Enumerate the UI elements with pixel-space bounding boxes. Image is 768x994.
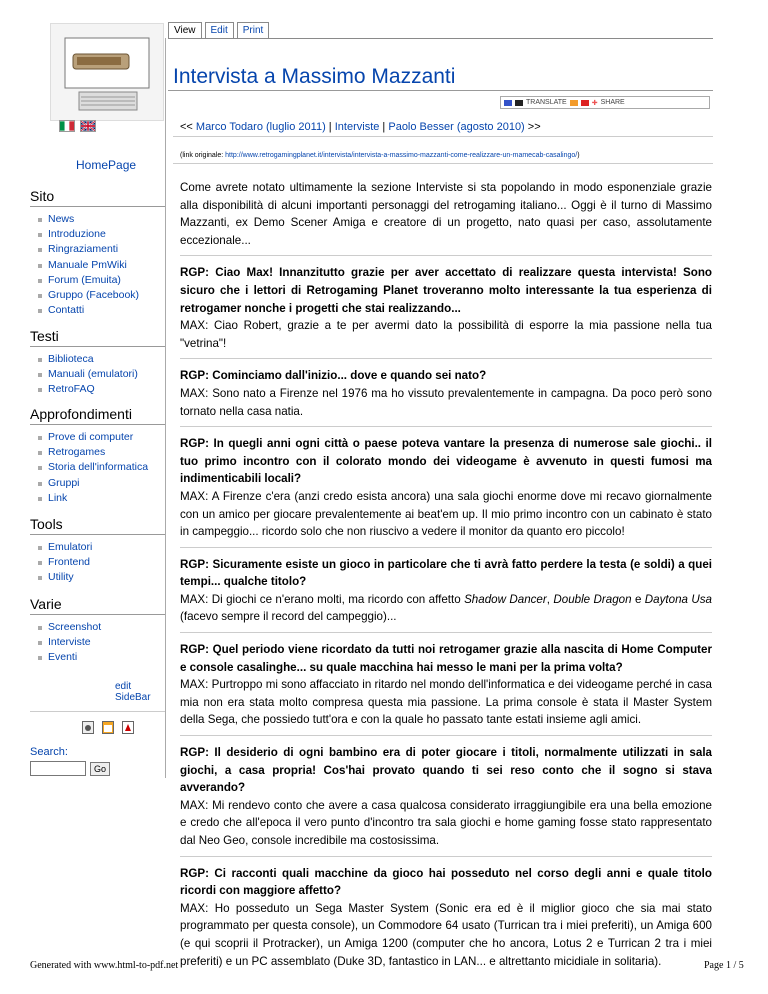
language-flags [59,120,96,132]
page-title: Intervista a Massimo Mazzanti [173,65,456,88]
pdf-icon[interactable] [122,721,134,734]
sidebar-item-eventi[interactable]: Eventi [48,651,78,664]
divider [180,547,712,548]
search-box [30,746,110,776]
sidebar-item-manuale[interactable]: Manuale PmWiki [48,258,127,271]
sidebar-item-link[interactable]: Link [48,491,68,504]
section-title: Varie [30,596,165,615]
next-interview-link[interactable]: Paolo Besser (agosto 2010) [388,121,525,133]
question: RGP: Cominciamo dall'inizio... dove e quando sei nato? [180,369,487,383]
tabs-divider [168,38,713,39]
sidebar-item-emulatori[interactable]: Emulatori [48,541,93,553]
sidebar-section-sito [30,188,165,318]
sidebar-section-varie [30,596,165,666]
answer: MAX: Purtroppo mi sono affacciato in ritardo nel mondo dell'informatica e dei videogame perché in casa mia non era stata molto compresa questa mia passione. La prima console è stata il Master System della Sega, che possiedo tutt'ora e con la quale ho passato tante estati insieme agli amici. [180,678,712,727]
share-label[interactable]: SHARE [600,99,625,106]
sidebar-item-introduzione[interactable]: Introduzione [48,228,106,241]
question: RGP: Ciao Max! Innanzitutto grazie per aver accettato di realizzare questa intervista! Sono sicuro che i lettori di Retrogaming Planet troveranno molto interessante la tua esperienza di retrogamer nonche i progetti che stai realizzando... [180,266,712,315]
action-tabs [168,22,269,38]
tab-view[interactable]: View [168,22,202,38]
intro-paragraph: Come avrete notato ultimamente la sezione Interviste si sta popolando in modo esponenziale grazie alla disponibilità di alcuni importanti personaggi del retrogaming italiano... Oggi è il turno di Massimo Mazzanti, ex Demo Scener Amiga e creatore di un progetto, nato quasi per caso, assolutamente eccezionale... [180,181,712,247]
question: RGP: Sicuramente esiste un gioco in particolare che ti avrà fatto perdere la testa (e soldi) a quei tempi... qualche titolo? [180,557,712,589]
rss-icon[interactable] [82,721,94,734]
original-link-note: (link originale: http://www.retrogamingplanet.it/intervista/intervista-a-massimo-mazzanti-come-realizzare-un-mamecab-casalingo/) [180,152,580,159]
sidebar-divider [165,38,166,778]
tab-print[interactable]: Print [237,22,270,38]
article-body [180,179,712,970]
sidebar-item-retrofaq[interactable]: RetroFAQ [48,383,95,396]
search-label[interactable]: Search: [30,746,68,758]
sidebar-item-retrogames[interactable]: Retrogames [48,446,106,459]
homepage-link[interactable]: HomePage [76,158,137,172]
original-link[interactable]: http://www.retrogamingplanet.it/intervista/intervista-a-massimo-mazzanti-come-realizzare-un-mamecab-casalingo/ [225,152,578,159]
prev-interview-link[interactable]: Marco Todaro (luglio 2011) [195,121,326,133]
sidebar-item-screenshot[interactable]: Screenshot [48,621,102,633]
question: RGP: Il desiderio di ogni bambino era di poter giocare i titoli, normalmente utilizzati in sala giochi, a casa propria! Cos'hai provato quando ti sei reso conto che il sogno si stava avverando? [180,746,712,795]
sidebar-item-prove[interactable]: Prove di computer [48,431,134,443]
nav-divider [173,163,713,164]
question: RGP: In quegli anni ogni città o paese poteva vantare la presenza di numerose sale giochi.. il tuo primo incontro con il colorato mondo dei videogame è avvenuto in questi fumosi ma indimenticabili locali? [180,437,712,486]
tab-edit[interactable]: Edit [205,22,234,38]
footer-generator: Generated with www.html-to-pdf.net [30,960,179,971]
section-title: Sito [30,188,165,207]
divider [180,856,712,857]
section-title: Tools [30,516,165,535]
sidebar-item-interviste[interactable]: Interviste [48,636,91,649]
site-logo[interactable] [50,23,164,121]
translate-share-bar[interactable] [500,96,710,109]
section-title: Approfondimenti [30,406,165,425]
sidebar-section-approfondimenti [30,406,165,506]
divider [180,632,712,633]
sidebar-item-news[interactable]: News [48,213,75,225]
sidebar-item-manuali[interactable]: Manuali (emulatori) [48,368,138,381]
answer: MAX: Ciao Robert, grazie a te per avermi dato la possibilità di esporre la mia passione nella tua "vetrina"! [180,319,712,350]
uk-flag-icon[interactable] [80,120,96,132]
answer: MAX: Mi rendevo conto che avere a casa qualcosa considerato irraggiungibile era una bella emozione e credo che all'epoca il vero punto d'incontro tra sala giochi e home gaming fosse stato rappresentato dal Neo Geo, console incredibile ma costosissima. [180,798,712,847]
flag-icon [581,100,589,106]
search-input[interactable] [30,761,86,776]
breadcrumb: << Marco Todaro (luglio 2011) | Interviste | Paolo Besser (agosto 2010) >> [180,121,541,133]
sidebar-item-forum[interactable]: Forum (Emuita) [48,273,121,286]
share-icon: ✚ [591,99,598,107]
divider [180,255,712,256]
computer-logo-icon [51,24,163,120]
feed-icons [82,721,134,734]
flag-icon [504,100,512,106]
title-underline [168,90,713,91]
edit-sidebar-link[interactable]: edit SideBar [115,681,151,703]
italian-flag-icon[interactable] [59,120,75,132]
sidebar-separator [30,711,165,712]
sidebar-item-frontend[interactable]: Frontend [48,556,91,569]
sidebar-section-tools [30,516,165,586]
question: RGP: Ci racconti quali macchine da gioco hai posseduto nel corso degli anni e quale titolo ricordi con maggiore affetto? [180,866,712,898]
question: RGP: Quel periodo viene ricordato da tutti noi retrogamer grazie alla nascita di Home Computer e console casalinghe... su quale macchina hai messo le mani per la prima volta? [180,643,712,674]
sidebar-item-storia[interactable]: Storia dell'informatica [48,461,149,474]
translate-label[interactable]: TRANSLATE [526,99,567,106]
nav-divider [173,136,713,137]
interviews-index-link[interactable]: Interviste [334,121,380,133]
answer: MAX: Sono nato a Firenze nel 1976 ma ho vissuto prevalentemente in campagna. Da poco però sono tornato nella casa natia. [180,386,712,418]
sidebar-item-utility[interactable]: Utility [48,571,74,584]
flag-icon [570,100,578,106]
sidebar-item-gruppi[interactable]: Gruppi [48,476,80,489]
sidebar-item-ringraziamenti[interactable]: Ringraziamenti [48,243,119,256]
divider [180,426,712,427]
answer: MAX: Di giochi ce n'erano molti, ma ricordo con affetto Shadow Dancer, Double Dragon e Daytona Usa (facevo sempre il record del campeggio)... [180,592,712,624]
footer-page-number: Page 1 / 5 [704,960,744,971]
search-go-button[interactable]: Go [90,762,110,776]
divider [180,358,712,359]
calendar-icon[interactable] [102,721,114,734]
sidebar-item-biblioteca[interactable]: Biblioteca [48,353,94,365]
section-title: Testi [30,328,165,347]
sidebar-item-contatti[interactable]: Contatti [48,304,85,317]
flag-icon [515,100,523,106]
sidebar-item-gruppo[interactable]: Gruppo (Facebook) [48,289,140,302]
sidebar-section-testi [30,328,165,398]
answer: MAX: A Firenze c'era (anzi credo esista ancora) una sala giochi enorme dove mi recavo giornalmente con un amico per giocare prevalentemente ai beat'em up. Il mio primo incontro con un cabinato è stato in campeggio... ricordo solo che non riuscivo a vedere il monitor da quanto ero piccolo! [180,489,712,539]
answer: MAX: Ho posseduto un Sega Master System (Sonic era ed è il miglior gioco che sia mai stato programmato per questa console), un Commodore 64 usato (Turrican tra i miei preferiti), un Amiga 600 (e qui scoprii il Protracker), un Amiga 1200 (computer che ho ancora, Lotus 2 e Turrican 2 tra i miei preferiti) e un PC assemblato (Duke 3D, fantastico in LAN... e altrettanto micidiale in solitaria). [180,901,712,968]
divider [180,735,712,736]
